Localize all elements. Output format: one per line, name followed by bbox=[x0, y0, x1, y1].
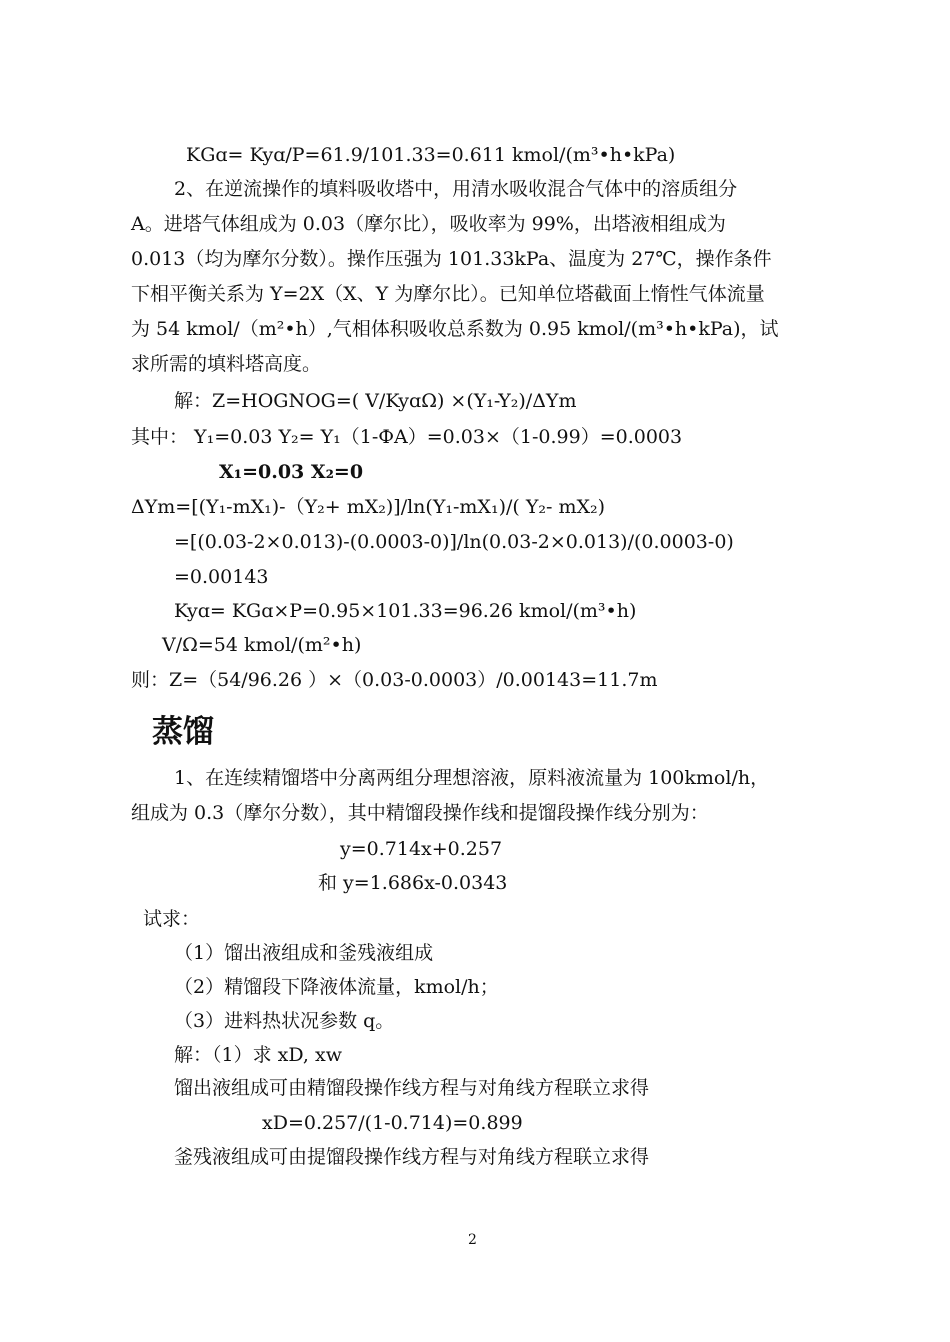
text-line: （2）精馏段下降液体流量，kmol/h； bbox=[174, 976, 499, 998]
formula-line: xD=0.257/(1-0.714)=0.899 bbox=[262, 1112, 523, 1134]
text-line: 为 54 kmol/（m²•h）,气相体积吸收总系数为 0.95 kmol/(m³•h•kPa)，试 bbox=[131, 318, 779, 340]
formula-line: Kyɑ= KGɑ×P=0.95×101.33=96.26 kmol/(m³•h) bbox=[174, 600, 637, 622]
formula-line: y=0.714x+0.257 bbox=[340, 838, 503, 860]
formula-line: 则：Z=（54/96.26 ）×（0.03-0.0003）/0.00143=11.7m bbox=[131, 669, 658, 691]
text-line: 2、在逆流操作的填料吸收塔中，用清水吸收混合气体中的溶质组分 bbox=[174, 178, 738, 200]
text-line: 下相平衡关系为 Y=2X（X、Y 为摩尔比）。已知单位塔截面上惰性气体流量 bbox=[131, 283, 765, 305]
text-line: 釜残液组成可由提馏段操作线方程与对角线方程联立求得 bbox=[174, 1146, 650, 1168]
formula-line: 解：Z=HOGNOG=( V/KyɑΩ) ×(Y₁-Y₂)/ΔYm bbox=[174, 390, 577, 412]
text-line: 0.013（均为摩尔分数）。操作压强为 101.33kPa、温度为 27℃，操作条件 bbox=[131, 248, 772, 270]
page-number: 2 bbox=[468, 1232, 477, 1248]
formula-line: X₁=0.03 X₂=0 bbox=[219, 461, 364, 483]
text-line: A。进塔气体组成为 0.03（摩尔比），吸收率为 99%，出塔液相组成为 bbox=[131, 213, 726, 235]
formula-line: 和 y=1.686x-0.0343 bbox=[318, 872, 508, 894]
text-line: 求所需的填料塔高度。 bbox=[131, 353, 322, 375]
formula-line: V/Ω=54 kmol/(m²•h) bbox=[162, 634, 362, 656]
text-line: （1）馏出液组成和釜残液组成 bbox=[174, 942, 434, 964]
text-line: 试求： bbox=[143, 908, 201, 930]
formula-line: 其中： Y₁=0.03 Y₂= Y₁（1-ФA）=0.03×（1-0.99）=0.0003 bbox=[131, 426, 683, 448]
text-line: KGɑ= Kyɑ/P=61.9/101.33=0.611 kmol/(m³•h•kPa) bbox=[186, 144, 676, 166]
text-line: 馏出液组成可由精馏段操作线方程与对角线方程联立求得 bbox=[174, 1077, 650, 1099]
formula-line: =0.00143 bbox=[174, 566, 269, 588]
formula-line: ΔYm=[(Y₁-mX₁)-（Y₂+ mX₂)]/ln(Y₁-mX₁)/( Y₂- mX₂) bbox=[131, 496, 606, 518]
section-heading: 蒸馏 bbox=[152, 714, 214, 750]
text-line: （3）进料热状况参数 q。 bbox=[174, 1010, 395, 1032]
formula-line: =[(0.03-2×0.013)-(0.0003-0)]/ln(0.03-2×0.013)/(0.0003-0) bbox=[174, 531, 734, 553]
text-line: 解：（1）求 xD, xw bbox=[174, 1044, 342, 1066]
text-line: 组成为 0.3（摩尔分数），其中精馏段操作线和提馏段操作线分别为： bbox=[131, 802, 709, 824]
text-line: 1、在连续精馏塔中分离两组分理想溶液，原料液流量为 100kmol/h， bbox=[174, 767, 770, 789]
